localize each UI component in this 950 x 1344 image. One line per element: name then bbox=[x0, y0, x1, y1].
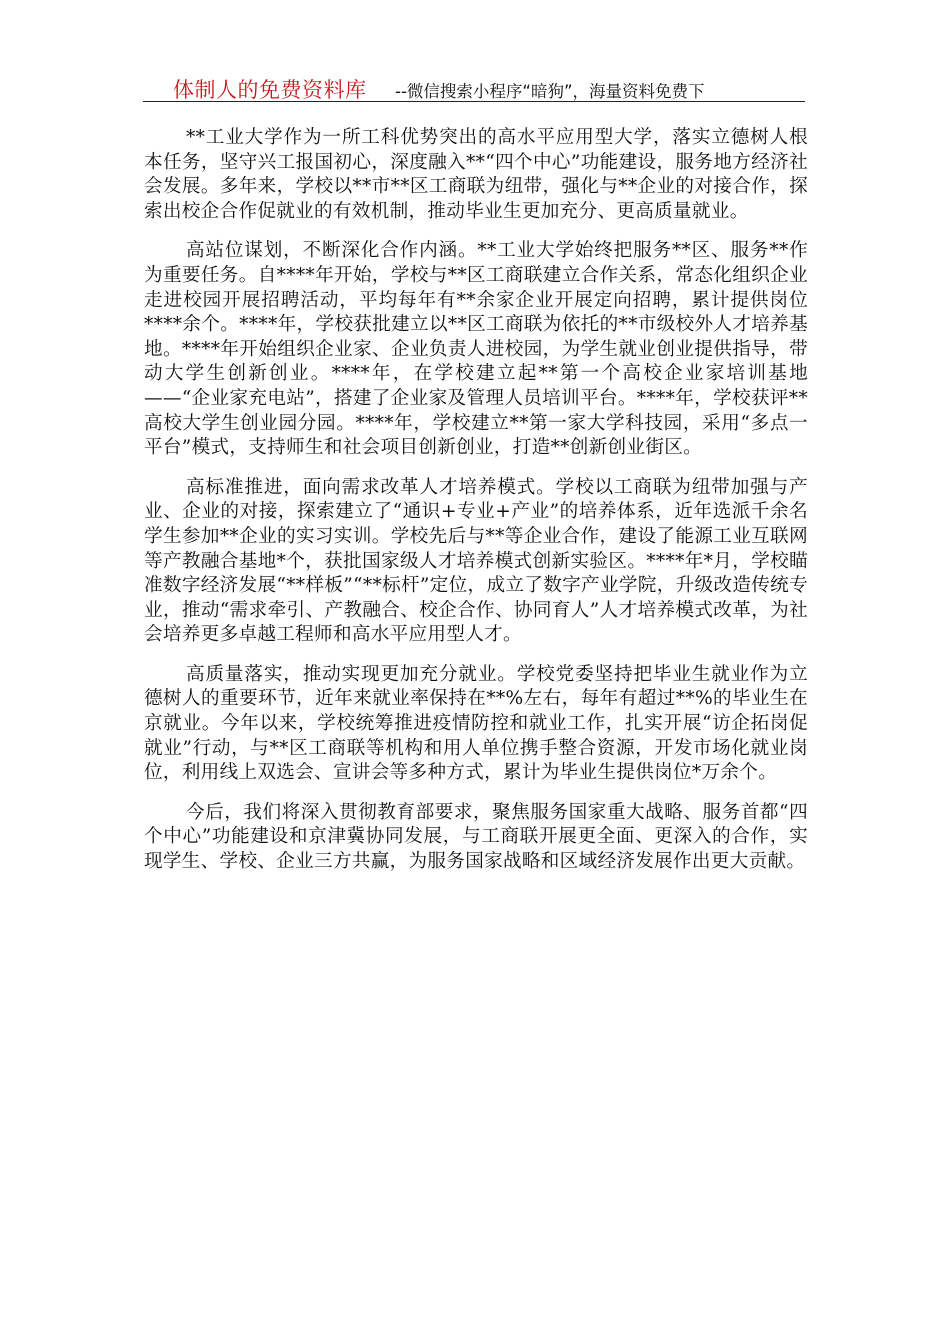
header-brand: 体制人的免费资料库 bbox=[173, 78, 367, 102]
paragraph-planning: 高站位谋划，不断深化合作内涵。**工业大学始终把服务**区、服务**作为重要任务。自****年开始，学校与**区工商联建立合作关系，常态化组织企业走进校园开展招聘活动，平均每年有**余家企业开展定向招聘，累计提供岗位****余个。****年，学校获批建立以**区工商联为依托的**市级校外人才培养基地。****年开始组织企业家、企业负责人进校园，为学生就业创业提供指导，带动大学生创新创业。****年，在学校建立起**第一个高校企业家培训基地——“企业家充电站”，搭建了企业家及管理人员培训平台。****年，学校获评**高校大学生创业园分园。****年，学校建立**第一家大学科技园，采用“多点一平台”模式，支持师生和社会项目创新创业，打造**创新创业街区。 bbox=[144, 240, 808, 459]
document-body bbox=[144, 126, 808, 890]
paragraph-outlook: 今后，我们将深入贯彻教育部要求，聚焦服务国家重大战略、服务首都“四个中心”功能建设和京津冀协同发展，与工商联开展更全面、更深入的合作，实现学生、学校、企业三方共赢，为服务国家战略和区域经济发展作出更大贡献。 bbox=[144, 801, 808, 873]
page-header bbox=[143, 72, 805, 102]
paragraph-standards: 高标准推进，面向需求改革人才培养模式。学校以工商联为纽带加强与产业、企业的对接，探索建立了“通识+专业+产业”的培养体系，近年选派千余名学生参加**企业的实习实训。学校先后与**等企业合作，建设了能源工业互联网等产教融合基地*个，获批国家级人才培养模式创新实验区。****年*月，学校瞄准数字经济发展“**样板”“**标杆”定位，成立了数字产业学院，升级改造传统专业，推动“需求牵引、产教融合、校企合作、协同育人”人才培养模式改革，为社会培养更多卓越工程师和高水平应用型人才。 bbox=[144, 476, 808, 646]
paragraph-intro: **工业大学作为一所工科优势突出的高水平应用型大学，落实立德树人根本任务，坚守兴工报国初心，深度融入**“四个中心”功能建设，服务地方经济社会发展。多年来，学校以**市**区工商联为纽带，强化与**企业的对接合作，探索出校企合作促就业的有效机制，推动毕业生更加充分、更高质量就业。 bbox=[144, 127, 808, 222]
header-tagline: --微信搜索小程序“暗狗”，海量资料免费下 bbox=[395, 82, 705, 101]
header-divider bbox=[143, 101, 805, 102]
paragraph-employment: 高质量落实，推动实现更加充分就业。学校党委坚持把毕业生就业作为立德树人的重要环节，近年来就业率保持在**%左右，每年有超过**%的毕业生在京就业。今年以来，学校统筹推进疫情防控和就业工作，扎实开展“访企拓岗促就业”行动，与**区工商联等机构和用人单位携手整合资源，开发市场化就业岗位，利用线上双选会、宣讲会等多种方式，累计为毕业生提供岗位*万余个。 bbox=[144, 663, 808, 784]
